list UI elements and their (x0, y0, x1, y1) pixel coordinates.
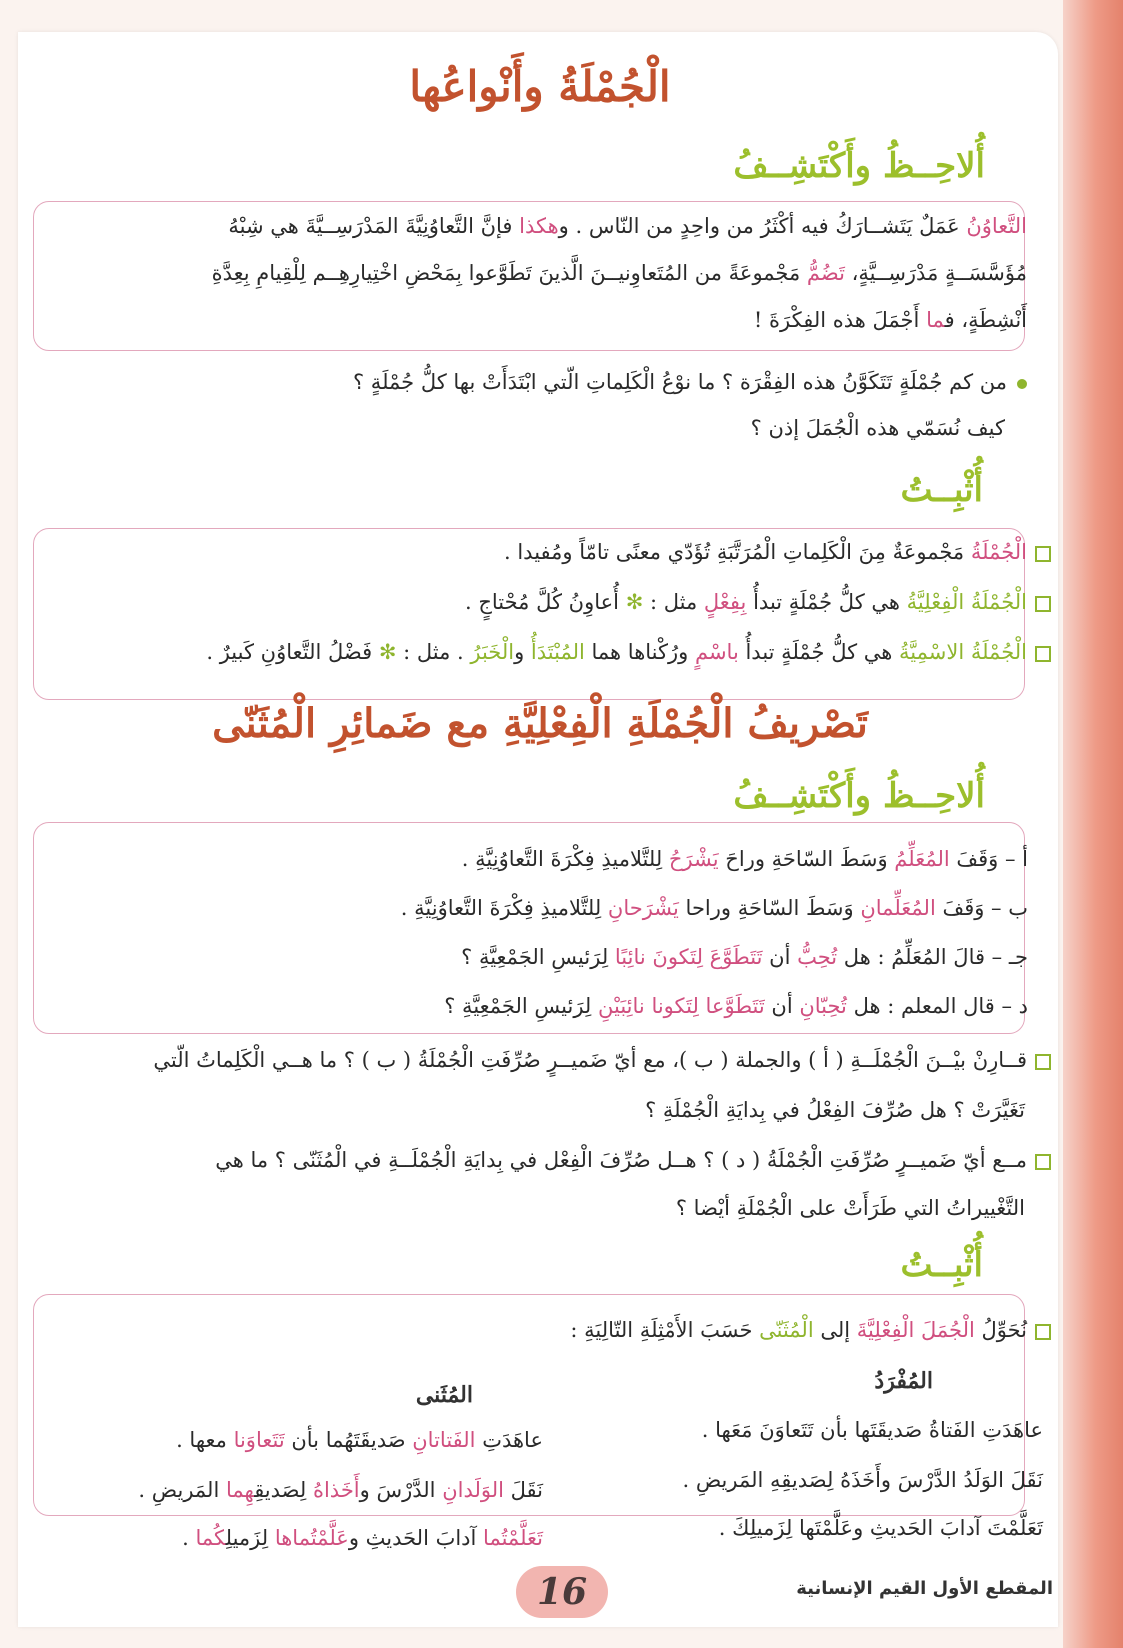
text-segment: الفَتاتانِ (412, 1428, 476, 1452)
text-segment: باسْمٍ (694, 640, 739, 664)
text-segment: جـ – قالَ المُعَلِّمُ : هل (837, 945, 1028, 969)
task-1-line-1: قــارِنْ بيْــنَ الْجُمْلَــةِ ( أ ) والجملة ( ب )، مع أيّ ضَميــرٍ صُرِّفَتِ الْجُمْلَةُ ( ب ) ؟ ما هــي الْكَلِماتُ الّتي (153, 1048, 1053, 1073)
text-segment: أَجْمَلَ هذه الفِكْرَةَ ! (753, 308, 927, 332)
checkbox-square-icon (1035, 546, 1051, 562)
checkbox-square-icon (1035, 596, 1051, 612)
text-segment: تُحِبّانِ (799, 994, 847, 1018)
text-segment: مثل : (643, 590, 704, 614)
example-b (401, 896, 1028, 921)
observe-heading-2: أُلاحِــظُ وأَكْتَشِــفُ (733, 776, 985, 816)
confirm-heading-1: أُثْبِــتُ (900, 470, 983, 510)
text-segment: عَمَلٌ يَتَشــارَكُ فيه أكْثَرُ من واحِدٍ من النّاس . و (558, 214, 967, 238)
checkbox-square-icon (1035, 1154, 1051, 1170)
text-segment: نَقَلَ (503, 1478, 543, 1502)
text-segment: تَتَطَوَّعَ لِتَكونَ نائِبًا (614, 945, 763, 969)
text-segment: لِرَئيسِ الجَمْعِيَّةِ ؟ (444, 994, 599, 1018)
checkbox-square-icon (1035, 646, 1051, 662)
text-segment: الْجُمْلَةُ الاسْمِيَّةُ (899, 640, 1027, 664)
paragraph-line-2 (212, 261, 1027, 286)
text-segment: المَريضِ . (138, 1478, 226, 1502)
task-2-line-2: التَّغْييراتُ التي طَرَأَتْ على الْجُمْلَةِ أيْضا ؟ (675, 1196, 1025, 1220)
confirm-heading-2: أُثْبِــتُ (900, 1245, 983, 1285)
checkbox-square-icon (1035, 1054, 1051, 1070)
text-segment: عَلَّمْتُماها (274, 1526, 349, 1550)
paragraph-line-3 (754, 308, 1027, 333)
dual-column-heading: المُثَنى (415, 1382, 473, 1408)
text-segment: تُحِبُّ (797, 945, 838, 969)
dual-sentence-1 (176, 1428, 543, 1453)
text-segment: ورُكْناها هما (584, 640, 695, 664)
text-segment: بِفِعْلٍ (703, 590, 747, 614)
text-segment: هي كلُّ جُمْلَةٍ تبدأُ (746, 590, 907, 614)
singular-sentence-3: تَعَلَّمْتَ آدابَ الحَديثِ وعَلَّمْتَها لِزَميلِكَ . (718, 1516, 1043, 1540)
text-segment: وَسَطَ السّاحَةِ وراحا (678, 896, 861, 920)
text-segment: تَعَلَّمْتُما (483, 1526, 543, 1550)
text-segment: إلى (813, 1318, 857, 1342)
dual-sentence-2 (138, 1478, 543, 1503)
text-segment: نُحَوِّلُ (974, 1318, 1027, 1342)
singular-sentence-1: عاهَدَتِ الفَتاةُ صَديقَتَها بأن تَتَعاوَنَ مَعَها . (701, 1418, 1043, 1442)
text-segment: الْجُمْلَةُ الْفِعْلِيَّةُ (906, 590, 1027, 614)
text-segment: كُما (195, 1526, 226, 1550)
text-segment: د – قال المعلم : هل (846, 994, 1028, 1018)
example-c (461, 945, 1028, 970)
question-2: كيف نُسَمّي هذه الْجُمَلَ إذن ؟ (750, 416, 1005, 440)
text-segment: لِلتَّلاميذِ فِكْرَةَ التَّعاوُنِيَّةِ . (461, 847, 669, 871)
text-segment: فَضْلُ التَّعاوُنِ كَبيرٌ . (206, 640, 379, 664)
text-segment: يَشْرَحُ (668, 847, 719, 871)
text-segment: هي كلُّ جُمْلَةٍ تبدأُ (738, 640, 900, 664)
rule-1 (504, 540, 1053, 565)
text-segment: الْمُثَنّى (759, 1318, 814, 1342)
text-segment: فإنَّ التَّعاوُنِيَّةَ المَدْرَسِــيَّةَ هي شِبْهُ (228, 214, 520, 238)
text-segment: هكذا (519, 214, 559, 238)
section-2-title: تَصْريفُ الْجُمْلَةِ الْفِعْلِيَّةِ مع ضَمائِرِ الْمُثَنّى (212, 700, 868, 747)
text-segment: أن (762, 945, 798, 969)
observe-heading-1: أُلاحِــظُ وأَكْتَشِــفُ (733, 146, 985, 186)
text-segment: آدابَ الحَديثِ و (348, 1526, 484, 1550)
text-segment: ما (926, 308, 945, 332)
paragraph-line-1 (228, 214, 1027, 239)
text-segment: المُعَلِّمانِ (860, 896, 936, 920)
text-segment: أن (764, 994, 800, 1018)
text-segment: ✻ (625, 590, 644, 614)
text-segment: تَتَطَوَّعا لِتَكونا نائِبَيْنِ (598, 994, 765, 1018)
text-segment: أَنْشِطَةٍ، ف (944, 308, 1027, 332)
text-segment: الْخَبَرُ (470, 640, 515, 664)
example-d (444, 994, 1028, 1019)
text-segment: وَسَطَ السّاحَةِ وراحَ (718, 847, 895, 871)
dual-sentence-3 (182, 1526, 543, 1551)
text-segment: لِصَديقِ (254, 1478, 313, 1502)
lesson-title: الْجُمْلَةُ وأَنْواعُها (409, 62, 671, 111)
text-segment: تَتَعاوَنا (233, 1428, 285, 1452)
text-segment: أَخَذاهُ (312, 1478, 360, 1502)
transform-intro (570, 1318, 1053, 1343)
text-segment: مُؤَسَّسَــةٍ مَدْرَسِــيَّةٍ، (844, 261, 1027, 285)
text-segment: و (514, 640, 531, 664)
task-1-line-2: تَغَيَّرَتْ ؟ هل صُرِّفَ الفِعْلُ في بِدايَةِ الْجُمْلَةِ ؟ (645, 1098, 1025, 1122)
text-segment: مَجْموعَةً من المُتَعاوِنيــنَ الَّذينَ تَطَوَّعوا بِمَحْضِ اخْتِيارِهِــم لِلْقِيامِ بِعِدَّةِ (211, 261, 807, 285)
singular-sentence-2: نَقَلَ الوَلَدُ الدَّرْسَ وأَخَذَهُ لِصَديقِهِ المَريضِ . (682, 1468, 1043, 1492)
example-a (462, 847, 1028, 872)
text-segment: ب – وَقَفَ (935, 896, 1028, 920)
section-label: المقطع الأول القيم الإنسانية (796, 1578, 1053, 1599)
text-segment: هِما (225, 1478, 255, 1502)
text-segment: لِرَئيسِ الجَمْعِيَّةِ ؟ (461, 945, 615, 969)
rule-3 (206, 640, 1053, 665)
bullet-dot (1017, 379, 1027, 389)
text-segment: الوَلَدانِ (442, 1478, 504, 1502)
text-segment: مَجْموعَةٌ مِنَ الْكَلِماتِ الْمُرَتَّبَةِ تُؤَدّي معنًى تامّاً ومُفيدا . (503, 540, 971, 564)
text-segment: المُعَلِّمُ (894, 847, 950, 871)
page-number: 16 (516, 1566, 608, 1618)
text-segment: تَضُمُّ (806, 261, 845, 285)
text-segment: لِلتَّلاميذِ فِكْرَةَ التَّعاوُنِيَّةِ . (400, 896, 608, 920)
page-edge-decoration (1063, 0, 1123, 1648)
text-segment: . مثل : (396, 640, 471, 664)
singular-column-heading: المُفْرَدُ (874, 1368, 933, 1394)
text-segment: الْجُمَلَ الْفِعْلِيَّةَ (856, 1318, 975, 1342)
text-segment: . (182, 1526, 196, 1550)
text-segment: حَسَبَ الأَمْثِلَةِ التّالِيَةِ : (570, 1318, 760, 1342)
question-1: من كم جُمْلَةٍ تَتَكَوَّنُ هذه الفِقْرَة ؟ ما نوْعُ الْكَلِماتِ الّتي ابْتَدَأَتْ بها كلُّ جُمْلَةٍ ؟ (353, 370, 1027, 395)
text-segment: التَّعاوُنُ (966, 214, 1027, 238)
text-segment: أُعاوِنُ كُلَّ مُحْتاجٍ . (464, 590, 626, 614)
text-segment: ✻ (378, 640, 397, 664)
text-segment: أ – وَقَفَ (949, 847, 1028, 871)
text-segment: معها . (176, 1428, 234, 1452)
text-segment: يَشْرَحانِ (607, 896, 679, 920)
text-segment: عاهَدَتِ (475, 1428, 543, 1452)
text-segment: صَديقَتَهُما بأن (284, 1428, 413, 1452)
rule-2 (465, 590, 1053, 615)
text-segment: لِزَميلِ (225, 1526, 275, 1550)
checkbox-square-icon (1035, 1324, 1051, 1340)
task-2-line-1: مــع أيّ ضَميــرٍ صُرِّفَتِ الْجُمْلَةُ ( د ) ؟ هــل صُرِّفَ الْفِعْل في بِدايَةِ الْجُمْلَــةِ في الْمُثَنّى ؟ ما هي (215, 1148, 1053, 1173)
text-segment: المُبْتَدَأُ (530, 640, 585, 664)
text-segment: الدَّرْسَ و (359, 1478, 443, 1502)
text-segment: الْجُمْلَةُ (970, 540, 1027, 564)
